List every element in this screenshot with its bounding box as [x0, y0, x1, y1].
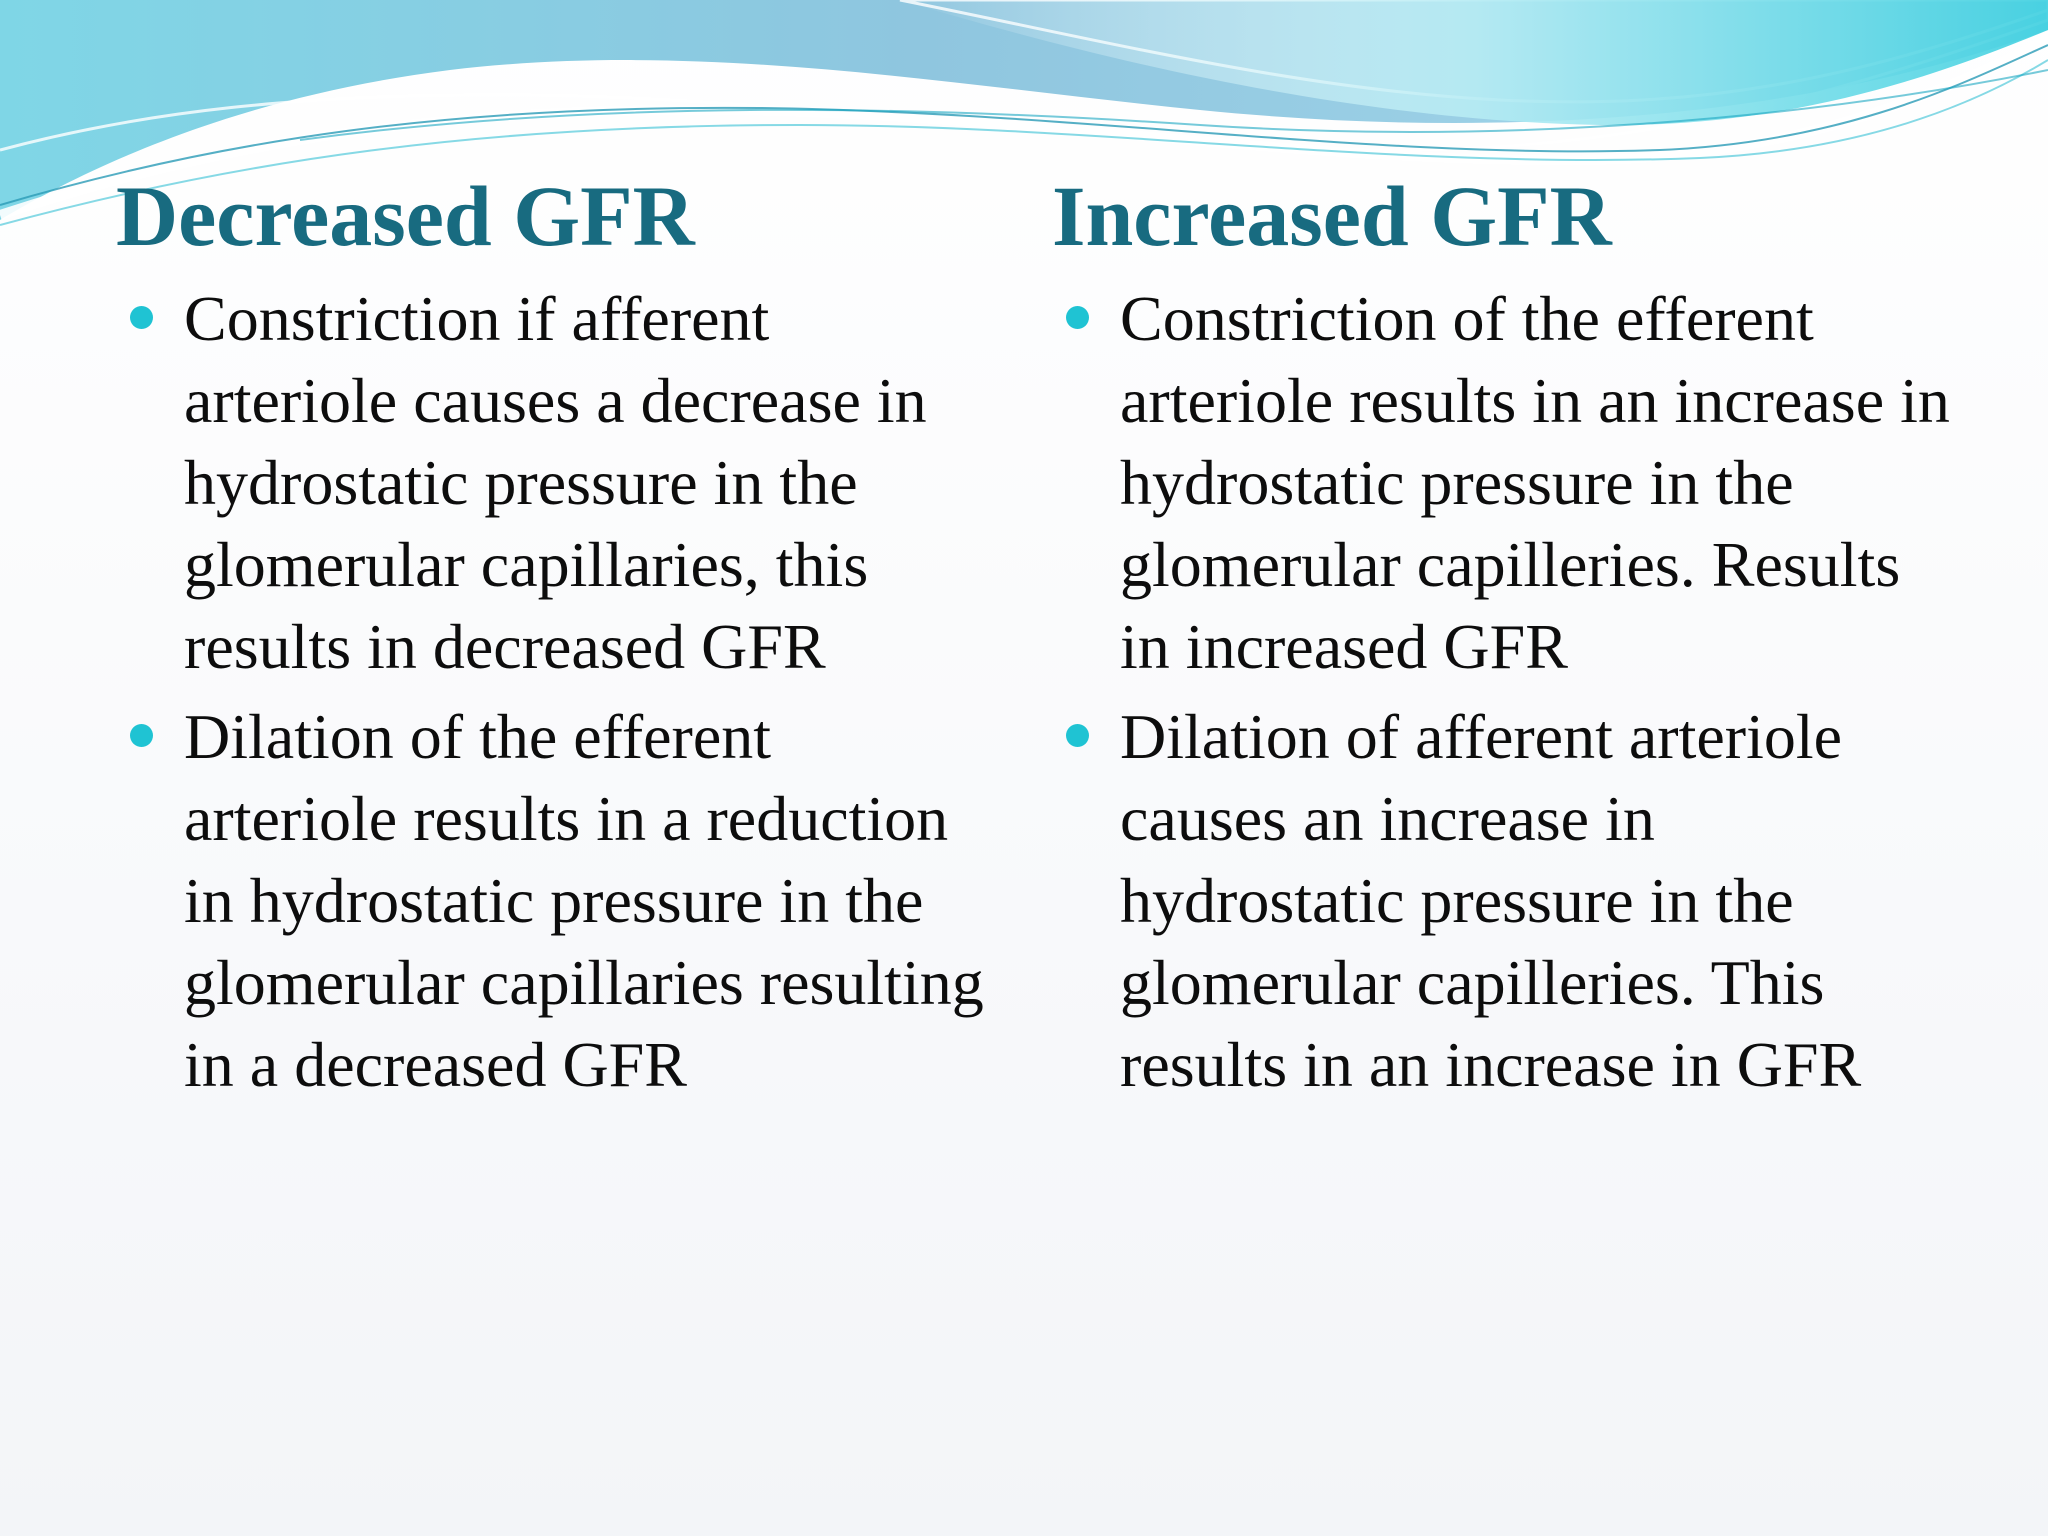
bullet-text: Dilation of the efferent arteriole results in a reduction in hydrostatic pressure in the glomerular capillaries resulting in a decreased GFR	[184, 701, 984, 1100]
list-item	[116, 278, 996, 688]
decreased-gfr-column	[116, 160, 996, 1114]
list-item	[1052, 696, 1952, 1106]
list-item	[116, 696, 996, 1106]
bullet-dot-icon	[130, 724, 153, 747]
bullet-text: Constriction if afferent arteriole causes a decrease in hydrostatic pressure in the glomerular capillaries, this results in decreased GFR	[184, 283, 927, 682]
bullet-text: Dilation of afferent arteriole causes an increase in hydrostatic pressure in the glomerular capilleries. This results in an increase in GFR	[1120, 701, 1862, 1100]
bullet-dot-icon	[1066, 724, 1089, 747]
bullet-dot-icon	[1066, 306, 1089, 329]
increased-gfr-heading: Increased GFR	[1052, 168, 1612, 264]
bullet-text: Constriction of the efferent arteriole results in an increase in hydrostatic pressure in the glomerular capilleries. Results in increased GFR	[1120, 283, 1950, 682]
decreased-gfr-heading: Decreased GFR	[116, 168, 695, 264]
decreased-gfr-list	[116, 278, 996, 1106]
increased-gfr-list	[1052, 278, 1952, 1106]
bullet-dot-icon	[130, 306, 153, 329]
increased-gfr-column	[1052, 160, 1952, 1114]
list-item	[1052, 278, 1952, 688]
